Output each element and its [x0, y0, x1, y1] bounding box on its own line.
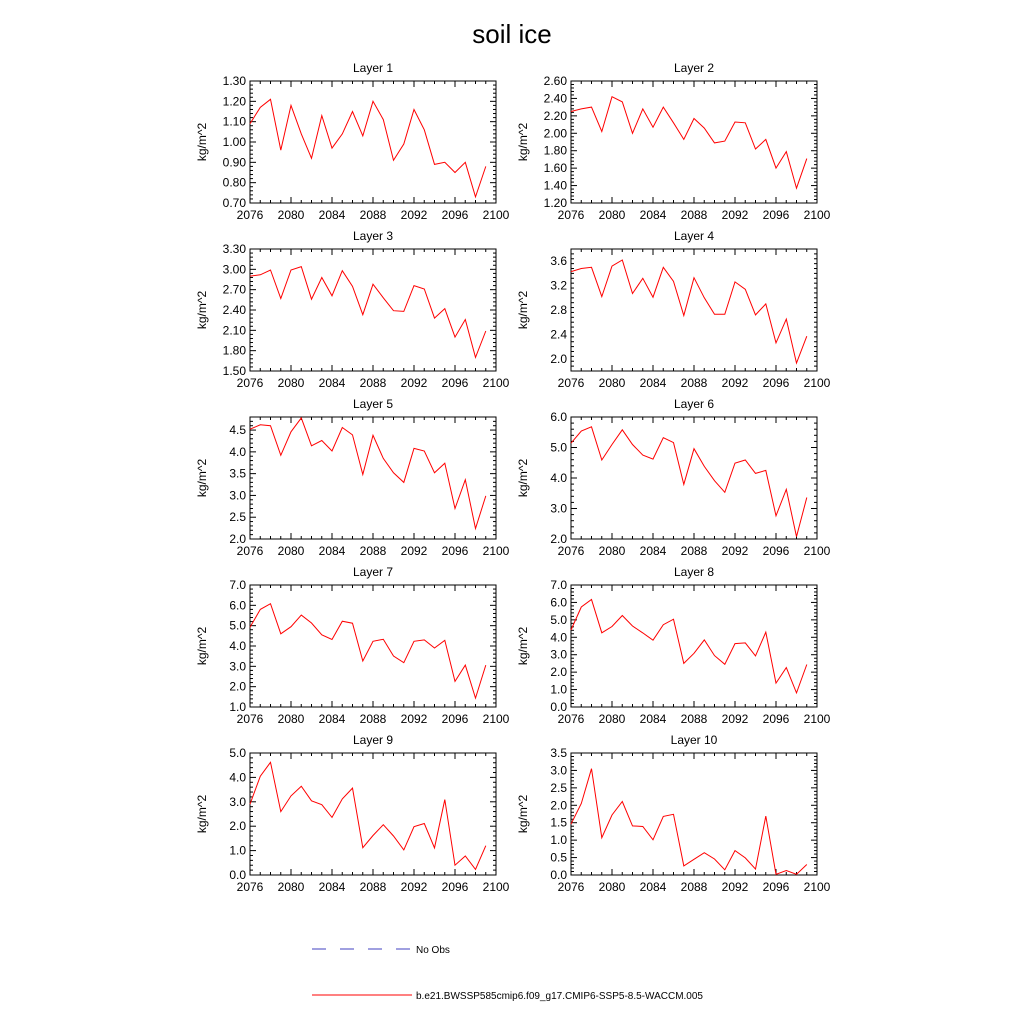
x-tick-label: 2100 — [803, 712, 831, 726]
y-tick-label: 3.0 — [229, 488, 246, 503]
y-tick-label: 5.0 — [550, 440, 567, 455]
x-tick-label: 2088 — [359, 544, 387, 558]
y-tick-label: 4.0 — [229, 770, 246, 785]
x-tick-label: 2096 — [441, 880, 469, 894]
y-tick-label: 5.0 — [229, 618, 246, 633]
x-tick-label: 2076 — [236, 208, 264, 222]
series-line-layer-7 — [250, 604, 486, 698]
y-tick-label: 7.0 — [550, 578, 567, 592]
x-tick-label: 2096 — [762, 376, 790, 390]
panel-layer-3 — [195, 229, 510, 390]
series-line-layer-1 — [250, 99, 486, 197]
panel-title-layer-10: Layer 10 — [670, 733, 718, 747]
x-tick-label: 2088 — [359, 376, 387, 390]
x-tick-label: 2100 — [482, 544, 510, 558]
x-tick-label: 2080 — [277, 880, 305, 894]
x-tick-label: 2096 — [762, 880, 790, 894]
y-tick-label: 3.0 — [229, 659, 246, 674]
series-line-layer-6 — [571, 427, 807, 537]
x-tick-label: 2096 — [762, 544, 790, 558]
y-axis-label-layer-2: kg/m^2 — [516, 122, 530, 162]
plot-frame-layer-6 — [571, 417, 817, 539]
y-tick-label: 0.5 — [550, 850, 567, 865]
y-tick-label: 6.0 — [229, 598, 246, 613]
x-tick-label: 2088 — [359, 712, 387, 726]
panel-layer-6 — [516, 397, 831, 558]
y-tick-label: 3.2 — [550, 278, 567, 293]
y-tick-label: 0.80 — [222, 175, 246, 190]
x-tick-label: 2092 — [400, 712, 428, 726]
legend-label-no-obs: No Obs — [416, 945, 450, 956]
series-line-layer-8 — [571, 600, 807, 693]
y-tick-label: 3.0 — [229, 794, 246, 809]
x-tick-label: 2076 — [236, 880, 264, 894]
y-axis-label-layer-6: kg/m^2 — [516, 458, 530, 498]
x-tick-label: 2096 — [762, 208, 790, 222]
x-tick-label: 2088 — [680, 208, 708, 222]
y-tick-label: 2.0 — [550, 532, 567, 546]
x-tick-label: 2084 — [639, 208, 667, 222]
panel-title-layer-5: Layer 5 — [352, 397, 394, 411]
y-tick-label: 4.0 — [550, 630, 567, 645]
x-tick-label: 2096 — [441, 208, 469, 222]
panel-title-layer-9: Layer 9 — [352, 733, 394, 747]
y-tick-label: 4.0 — [229, 639, 246, 653]
y-tick-label: 2.4 — [550, 327, 567, 342]
x-tick-label: 2080 — [277, 544, 305, 558]
y-tick-label: 1.20 — [543, 196, 567, 210]
y-tick-label: 2.8 — [550, 303, 567, 317]
y-tick-label: 3.5 — [550, 746, 567, 760]
y-tick-label: 0.0 — [550, 700, 567, 714]
x-tick-label: 2100 — [803, 376, 831, 390]
x-tick-label: 2088 — [680, 880, 708, 894]
x-tick-label: 2080 — [598, 880, 626, 894]
y-axis-label-layer-8: kg/m^2 — [516, 626, 530, 666]
y-tick-label: 1.0 — [550, 682, 567, 697]
x-tick-label: 2092 — [721, 880, 749, 894]
x-tick-label: 2096 — [441, 712, 469, 726]
panel-layer-5 — [195, 397, 510, 558]
y-tick-label: 6.0 — [550, 410, 567, 424]
x-tick-label: 2076 — [236, 544, 264, 558]
panel-title-layer-4: Layer 4 — [673, 229, 715, 243]
y-tick-label: 3.0 — [550, 501, 567, 516]
x-tick-label: 2100 — [803, 880, 831, 894]
x-tick-label: 2100 — [482, 376, 510, 390]
series-line-layer-2 — [571, 97, 807, 189]
y-tick-label: 6.0 — [550, 595, 567, 610]
x-tick-label: 2092 — [721, 376, 749, 390]
x-tick-label: 2084 — [318, 376, 346, 390]
y-tick-label: 2.10 — [222, 323, 246, 338]
x-tick-label: 2088 — [359, 880, 387, 894]
panel-layer-2 — [516, 61, 831, 222]
panel-title-layer-1: Layer 1 — [352, 61, 394, 75]
panel-layer-1 — [195, 61, 510, 222]
y-tick-label: 2.0 — [229, 819, 246, 834]
y-axis-label-layer-10: kg/m^2 — [516, 794, 530, 834]
plot-frame-layer-4 — [571, 249, 817, 371]
x-tick-label: 2084 — [639, 544, 667, 558]
y-axis-label-layer-4: kg/m^2 — [516, 290, 530, 330]
y-tick-label: 1.0 — [229, 843, 246, 858]
x-tick-label: 2080 — [598, 544, 626, 558]
plot-frame-layer-1 — [250, 81, 496, 203]
panel-layer-4 — [516, 229, 831, 390]
panel-layer-7 — [195, 565, 510, 726]
x-tick-label: 2100 — [482, 208, 510, 222]
x-tick-label: 2092 — [400, 208, 428, 222]
y-tick-label: 2.5 — [229, 510, 246, 525]
series-line-layer-4 — [571, 260, 807, 363]
figure-title: soil ice — [472, 19, 552, 49]
y-tick-label: 1.00 — [222, 135, 246, 149]
x-tick-label: 2088 — [680, 376, 708, 390]
plot-frame-layer-2 — [571, 81, 817, 203]
x-tick-label: 2076 — [557, 544, 585, 558]
y-tick-label: 1.60 — [543, 161, 567, 176]
y-tick-label: 3.6 — [550, 254, 567, 269]
y-axis-label-layer-1: kg/m^2 — [195, 122, 209, 162]
y-tick-label: 2.0 — [550, 798, 567, 813]
y-tick-label: 2.0 — [550, 665, 567, 680]
legend — [312, 945, 703, 1002]
x-tick-label: 2100 — [803, 208, 831, 222]
y-tick-label: 4.5 — [229, 423, 246, 438]
y-axis-label-layer-5: kg/m^2 — [195, 458, 209, 498]
x-tick-label: 2088 — [680, 544, 708, 558]
panel-layer-8 — [516, 565, 831, 726]
x-tick-label: 2092 — [721, 544, 749, 558]
x-tick-label: 2084 — [639, 712, 667, 726]
x-tick-label: 2076 — [557, 880, 585, 894]
y-tick-label: 3.5 — [229, 466, 246, 481]
x-tick-label: 2088 — [680, 712, 708, 726]
y-tick-label: 3.0 — [550, 763, 567, 778]
y-tick-label: 2.60 — [543, 74, 567, 88]
panel-title-layer-2: Layer 2 — [673, 61, 715, 75]
y-tick-label: 2.0 — [229, 532, 246, 546]
y-tick-label: 0.70 — [222, 196, 246, 210]
series-line-layer-5 — [250, 418, 486, 529]
y-tick-label: 2.00 — [543, 126, 567, 141]
y-tick-label: 1.80 — [222, 343, 246, 358]
y-tick-label: 0.0 — [229, 868, 246, 882]
plot-frame-layer-9 — [250, 753, 496, 875]
x-tick-label: 2084 — [318, 544, 346, 558]
x-tick-label: 2084 — [318, 208, 346, 222]
y-tick-label: 1.0 — [229, 700, 246, 714]
y-tick-label: 1.80 — [543, 143, 567, 158]
x-tick-label: 2100 — [803, 544, 831, 558]
panel-title-layer-3: Layer 3 — [352, 229, 394, 243]
panel-title-layer-7: Layer 7 — [352, 565, 394, 579]
y-tick-label: 2.5 — [550, 780, 567, 795]
series-line-layer-3 — [250, 267, 486, 358]
series-line-layer-9 — [250, 762, 486, 869]
x-tick-label: 2080 — [277, 712, 305, 726]
y-tick-label: 1.20 — [222, 94, 246, 109]
x-tick-label: 2076 — [236, 376, 264, 390]
y-tick-label: 2.0 — [229, 679, 246, 694]
x-tick-label: 2080 — [598, 712, 626, 726]
y-tick-label: 1.40 — [543, 178, 567, 193]
x-tick-label: 2092 — [721, 208, 749, 222]
panel-title-layer-6: Layer 6 — [673, 397, 715, 411]
y-tick-label: 3.00 — [222, 262, 246, 277]
plot-frame-layer-10 — [571, 753, 817, 875]
x-tick-label: 2076 — [557, 712, 585, 726]
x-tick-label: 2084 — [318, 880, 346, 894]
x-tick-label: 2084 — [639, 880, 667, 894]
x-tick-label: 2076 — [557, 376, 585, 390]
y-tick-label: 0.90 — [222, 155, 246, 170]
y-tick-label: 7.0 — [229, 578, 246, 592]
legend-label-model: b.e21.BWSSP585cmip6.f09_g17.CMIP6-SSP5-8.5-WACCM.005 — [416, 991, 703, 1002]
y-tick-label: 2.40 — [543, 91, 567, 106]
y-tick-label: 1.30 — [222, 74, 246, 88]
y-axis-label-layer-9: kg/m^2 — [195, 794, 209, 834]
x-tick-label: 2100 — [482, 880, 510, 894]
x-tick-label: 2092 — [400, 376, 428, 390]
panel-title-layer-8: Layer 8 — [673, 565, 715, 579]
x-tick-label: 2080 — [277, 208, 305, 222]
y-tick-label: 2.0 — [550, 351, 567, 366]
y-tick-label: 0.0 — [550, 868, 567, 882]
y-tick-label: 3.30 — [222, 242, 246, 256]
x-tick-label: 2080 — [598, 376, 626, 390]
plot-frame-layer-7 — [250, 585, 496, 707]
x-tick-label: 2084 — [318, 712, 346, 726]
y-tick-label: 5.0 — [550, 612, 567, 627]
y-axis-label-layer-7: kg/m^2 — [195, 626, 209, 666]
y-tick-label: 2.40 — [222, 303, 246, 317]
x-tick-label: 2080 — [277, 376, 305, 390]
y-tick-label: 5.0 — [229, 746, 246, 760]
panel-layer-10 — [516, 733, 831, 894]
x-tick-label: 2092 — [721, 712, 749, 726]
x-tick-label: 2084 — [639, 376, 667, 390]
y-tick-label: 1.5 — [550, 815, 567, 830]
x-tick-label: 2080 — [598, 208, 626, 222]
x-tick-label: 2076 — [557, 208, 585, 222]
panels — [195, 61, 831, 894]
x-tick-label: 2096 — [441, 544, 469, 558]
plot-frame-layer-3 — [250, 249, 496, 371]
panel-layer-9 — [195, 733, 510, 894]
y-tick-label: 3.0 — [550, 647, 567, 662]
y-tick-label: 2.20 — [543, 108, 567, 123]
y-tick-label: 4.0 — [550, 471, 567, 485]
x-tick-label: 2088 — [359, 208, 387, 222]
x-tick-label: 2076 — [236, 712, 264, 726]
y-tick-label: 1.50 — [222, 364, 246, 378]
series-line-layer-10 — [571, 769, 807, 875]
x-tick-label: 2092 — [400, 544, 428, 558]
x-tick-label: 2100 — [482, 712, 510, 726]
y-tick-label: 1.10 — [222, 114, 246, 129]
x-tick-label: 2092 — [400, 880, 428, 894]
x-tick-label: 2096 — [441, 376, 469, 390]
y-tick-label: 2.70 — [222, 282, 246, 297]
plot-frame-layer-8 — [571, 585, 817, 707]
y-axis-label-layer-3: kg/m^2 — [195, 290, 209, 330]
y-tick-label: 4.0 — [229, 444, 246, 459]
y-tick-label: 1.0 — [550, 833, 567, 848]
x-tick-label: 2096 — [762, 712, 790, 726]
